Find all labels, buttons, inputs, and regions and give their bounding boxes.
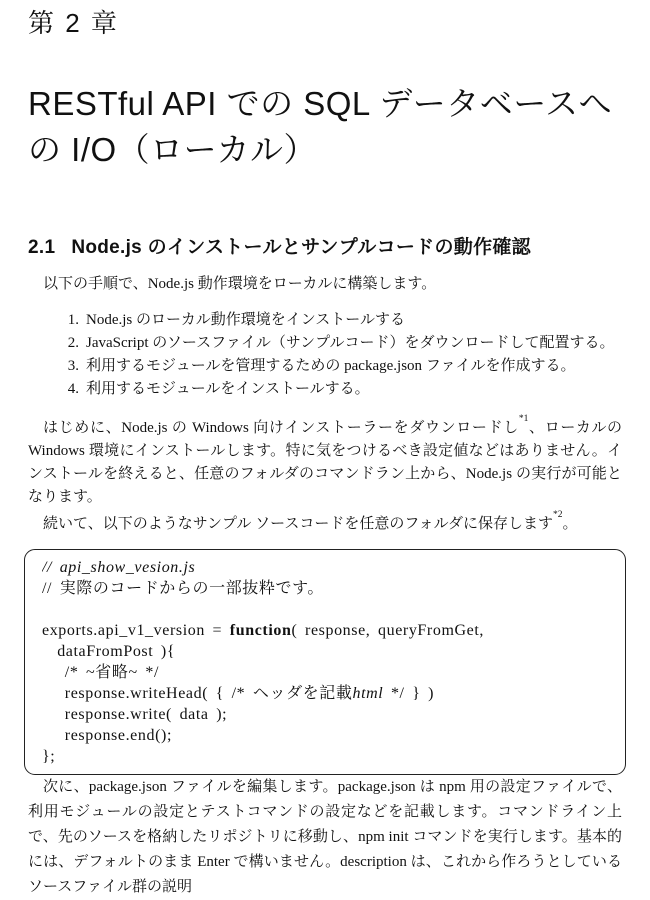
paragraph-install-text: はじめに、Node.js の Windows 向けインストーラーをダウンロードし — [43, 420, 519, 437]
list-item-number: 2. — [67, 335, 79, 352]
code-line-end: response.end(); — [42, 727, 172, 745]
steps-list — [61, 309, 622, 401]
chapter-title-line1: RESTful API での SQL データベースへ — [28, 85, 613, 123]
code-writehead-post: */ } ) — [383, 685, 434, 703]
list-item — [61, 355, 622, 378]
list-item — [61, 309, 622, 332]
paragraph-save-text: 続いて、以下のようなサンプル ソースコードを任意のフォルダに保存します — [43, 516, 554, 533]
code-line-writehead — [42, 683, 609, 704]
code-export-pre: exports.api_v1_version = — [42, 622, 230, 640]
code-line-params: dataFromPost ){ — [42, 643, 176, 661]
code-function-keyword: function — [229, 622, 292, 640]
paragraph-save-text-cont: 。 — [562, 516, 578, 533]
paragraph-intro: 以下の手順で、Node.js 動作環境をローカルに構築します。 — [43, 276, 437, 293]
code-writehead-html: html — [352, 685, 384, 703]
code-line-write: response.write( data ); — [42, 706, 228, 724]
paragraph-package-json: 次に、package.json ファイルを編集します。package.json は npm 用の設定ファイルで、利用モジュールの設定とテストコマンドの設定などを記載します。コマンドライン上で、先のソースを格納したリポジトリに移動し、npm init コマンドを実行します。基本的には、デフォルトのまま Enter で構いません。description は、これから作ろうとしているソースファイル群の説明 — [28, 779, 622, 896]
chapter-title-line2: の I/O（ローカル） — [28, 130, 318, 168]
list-item-text: 利用するモジュールを管理するための package.json ファイルを作成する。 — [86, 358, 576, 375]
list-item-number: 4. — [67, 381, 79, 398]
section-number: 2.1 — [28, 237, 56, 259]
code-line-omit-comment: /* ~省略~ */ — [42, 664, 160, 682]
section-heading — [28, 232, 622, 259]
list-item-text: JavaScript のソースファイル（サンプルコード）をダウンロードして配置する。 — [86, 335, 615, 352]
paragraph-install — [28, 413, 622, 509]
paragraph-install-text-cont: 、ローカルの Windows 環境にインストールします。特に気をつけるべき設定値などはありません。インストールを終えると、任意のフォルダのコマンドラン上から、Node.js の実行が可能となります。 — [28, 420, 622, 506]
code-line-close: }; — [42, 748, 56, 766]
section-title: Node.js のインストールとサンプルコードの動作確認 — [71, 237, 531, 259]
list-item — [61, 332, 622, 355]
code-line-export — [42, 620, 609, 641]
list-item-number: 1. — [67, 312, 79, 329]
code-comment-excerpt: // 実際のコードからの一部抜粋です。 — [42, 580, 325, 598]
chapter-label: 第 2 章 — [28, 8, 119, 38]
code-writehead-pre: response.writeHead( { /* ヘッダを記載 — [42, 685, 353, 703]
list-item — [61, 378, 622, 401]
footnote-marker-1: *1 — [518, 414, 529, 425]
chapter-title — [28, 81, 622, 172]
list-item-text: 利用するモジュールをインストールする。 — [86, 381, 370, 398]
install-paragraph-block — [28, 413, 622, 536]
code-listing-box — [24, 549, 626, 775]
code-comment-filename: // api_show_vesion.js — [42, 559, 196, 577]
code-export-post: ( response, queryFromGet, — [291, 622, 484, 640]
paragraph-save — [28, 509, 622, 536]
list-item-number: 3. — [67, 358, 79, 375]
list-item-text: Node.js のローカル動作環境をインストールする — [86, 312, 405, 329]
footnote-marker-2: *2 — [553, 510, 563, 521]
code-blank-line — [42, 599, 609, 620]
